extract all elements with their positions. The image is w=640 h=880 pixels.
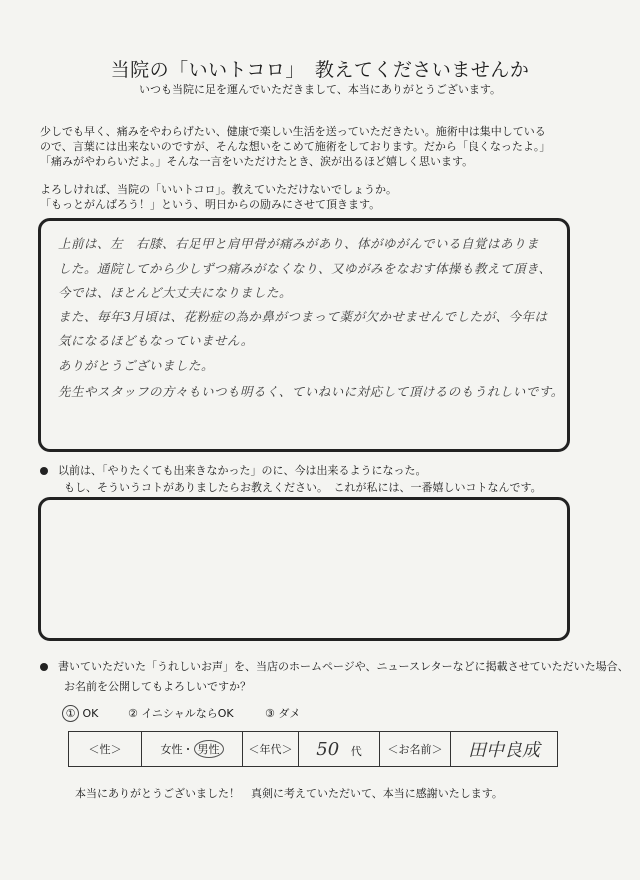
selected-circle-mark: ①: [62, 705, 79, 722]
gender-separator: ・: [182, 743, 194, 756]
name-field[interactable]: [451, 732, 558, 767]
handwritten-line: 気になるほどもなっていません。: [58, 333, 254, 348]
page-subtitle: いつも当院に足を運んでいただきまして、本当にありがとうございます。: [139, 83, 501, 96]
age-value: 50: [316, 738, 340, 760]
handwritten-line: ありがとうございました。: [58, 358, 215, 373]
gender-choice[interactable]: [142, 732, 243, 767]
gender-female: 女性: [160, 743, 183, 756]
handwritten-line: 先生やスタッフの方々もいつも明るく、ていねいに対応して頂けるのもうれしいです。: [58, 384, 564, 399]
name-value: 田中良成: [468, 740, 540, 761]
handwritten-line: また、毎年3月頃は、花粉症の為か鼻がつまって薬が欠かせませんでしたが、今年は: [58, 309, 548, 324]
question-3-line-1: 書いていただいた「うれしいお声」を、当店のホームページや、ニュースレターなどに掲載させていただいた場合、: [58, 660, 629, 673]
handwritten-line: した。通院してから少しずつ痛みがなくなり、又ゆがみをなおす体操も教えて頂き、: [58, 261, 552, 276]
option-label: イニシャルならOK: [141, 707, 234, 720]
question-2-line-1: 以前は、「やりたくても出来きなかった」のに、今は出来るようになった。: [58, 464, 427, 477]
option-number: ②: [128, 707, 138, 720]
question-3: [40, 658, 629, 674]
age-label: ＜年代＞: [243, 732, 299, 767]
request-line: 「もっとがんばろう！」という、明日からの励みにさせて頂きます。: [40, 198, 381, 211]
handwritten-line: 上前は、左 右膝、右足甲と肩甲骨が痛みがあり、体がゆがんでいる自覚はありま: [58, 236, 540, 251]
page-title: 当院の「いいトコロ」 教えてくださいませんか: [110, 59, 530, 81]
intro-line: ので、言葉には出来ないのですが、そんな想いをこめて施術をしております。だから「良くなったよ。」: [40, 140, 551, 153]
bullet-icon: [40, 663, 48, 671]
closing-message: 本当にありがとうございました！ 真剣に考えていただいて、本当に感謝いたします。: [75, 787, 503, 800]
age-field[interactable]: [299, 732, 380, 767]
respondent-info-table: [68, 731, 558, 767]
age-unit: 代: [350, 744, 362, 758]
question-2: [40, 462, 427, 478]
option-ok[interactable]: [62, 705, 98, 722]
option-label: OK: [82, 707, 99, 720]
option-label: ダメ: [278, 707, 301, 720]
gender-male-selected: 男性: [194, 740, 224, 758]
intro-line: 少しでも早く、痛みをやわらげたい、健康で楽しい生活を送っていただきたい。施術中は集中している: [40, 125, 546, 138]
question-2-line-2: もし、そういうコトがありましたらお教えください。 これが私には、一番嬉しいコトなんです。: [64, 481, 542, 494]
gender-label: ＜性＞: [69, 732, 142, 767]
request-line: よろしければ、当院の「いいトコロ」。教えていただけないでしょうか。: [40, 183, 398, 196]
handwritten-line: 今では、ほとんど大丈夫になりました。: [58, 285, 293, 300]
bullet-icon: [40, 467, 48, 475]
option-no[interactable]: [265, 705, 300, 721]
answer-box-2[interactable]: [38, 497, 570, 641]
name-label: ＜お名前＞: [380, 732, 451, 767]
question-3-line-2: お名前を公開してもよろしいですか？: [64, 680, 251, 693]
option-number: ③: [265, 707, 275, 720]
option-initials[interactable]: [128, 705, 234, 721]
intro-line: 「痛みがやわらいだよ。」そんな一言をいただけたとき、涙が出るほど嬉しく思います。: [40, 155, 474, 168]
